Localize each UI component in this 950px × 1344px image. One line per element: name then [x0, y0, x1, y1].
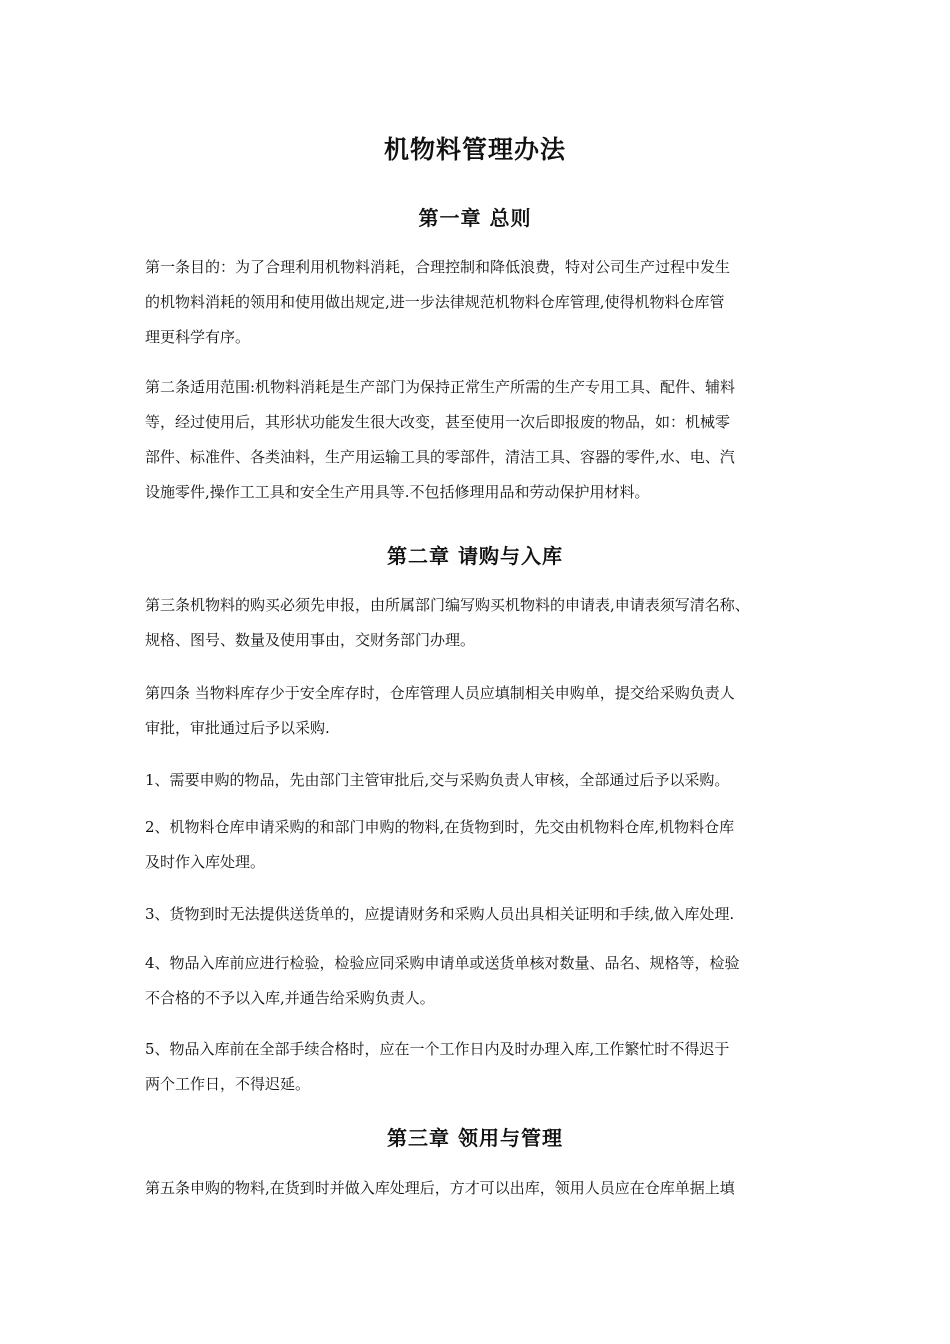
chapter-heading-2: 第二章 请购与入库 — [387, 544, 563, 568]
paragraph-article-4 — [145, 676, 815, 746]
paragraph-article-2 — [145, 370, 815, 510]
list-item-2 — [145, 810, 815, 880]
text-line: 理更科学有序。 — [145, 328, 251, 346]
text-line: 4、物品入库前应进行检验，检验应同采购申请单或送货单核对数量、品名、规格等，检验 — [145, 954, 740, 972]
list-item-5 — [145, 1032, 815, 1102]
document-title: 机物料管理办法 — [383, 135, 566, 164]
text-line: 2、机物料仓库申请采购的和部门申购的物料,在货物到时，先交由机物料仓库,机物料仓库 — [145, 818, 735, 836]
paragraph-article-5 — [145, 1171, 815, 1206]
list-item-4 — [145, 946, 815, 1016]
text-line: 的机物料消耗的领用和使用做出规定,进一步法律规范机物料仓库管理,使得机物料仓库管 — [145, 293, 725, 311]
text-line: 两个工作日，不得迟延。 — [145, 1075, 311, 1093]
text-line: 第三条机物料的购买必须先申报，由所属部门编写购买机物料的申请表,申请表须写清名称、 — [145, 596, 750, 614]
paragraph-article-1 — [145, 250, 815, 355]
text-line: 3、货物到时无法提供送货单的，应提请财务和采购人员出具相关证明和手续,做入库处理. — [145, 905, 735, 923]
paragraph-article-3 — [145, 588, 815, 658]
text-line: 部件、标准件、各类油料，生产用运输工具的零部件，清洁工具、容器的零件,水、电、汽 — [145, 448, 735, 466]
list-item-1 — [145, 763, 815, 798]
text-line: 及时作入库处理。 — [145, 853, 266, 871]
text-line: 第二条适用范围:机物料消耗是生产部门为保持正常生产所需的生产专用工具、配件、辅料 — [145, 378, 736, 396]
text-line: 等，经过使用后，其形状功能发生很大改变，甚至使用一次后即报废的物品，如：机械零 — [145, 413, 731, 431]
text-line: 规格、图号、数量及使用事由，交财务部门办理。 — [145, 631, 476, 649]
text-line: 1、需要申购的物品，先由部门主管审批后,交与采购负责人审核，全部通过后予以采购。 — [145, 771, 730, 789]
chapter-heading-1: 第一章 总则 — [418, 206, 532, 230]
text-line: 5、物品入库前在全部手续合格时，应在一个工作日内及时办理入库,工作繁忙时不得迟于 — [145, 1040, 730, 1058]
text-line: 第一条目的：为了合理利用机物料消耗，合理控制和降低浪费，特对公司生产过程中发生 — [145, 258, 731, 276]
text-line: 第五条申购的物料,在货到时并做入库处理后，方才可以出库，领用人员应在仓库单据上填 — [145, 1179, 735, 1197]
chapter-heading-3: 第三章 领用与管理 — [387, 1126, 563, 1150]
text-line: 设施零件,操作工工具和安全生产用具等.不包括修理用品和劳动保护用材料。 — [145, 483, 650, 501]
text-line: 不合格的不予以入库,并通告给采购负责人。 — [145, 989, 435, 1007]
text-line: 第四条 当物料库存少于安全库存时，仓库管理人员应填制相关申购单，提交给采购负责人 — [145, 684, 735, 702]
text-line: 审批，审批通过后予以采购. — [145, 719, 330, 737]
list-item-3 — [145, 897, 815, 932]
